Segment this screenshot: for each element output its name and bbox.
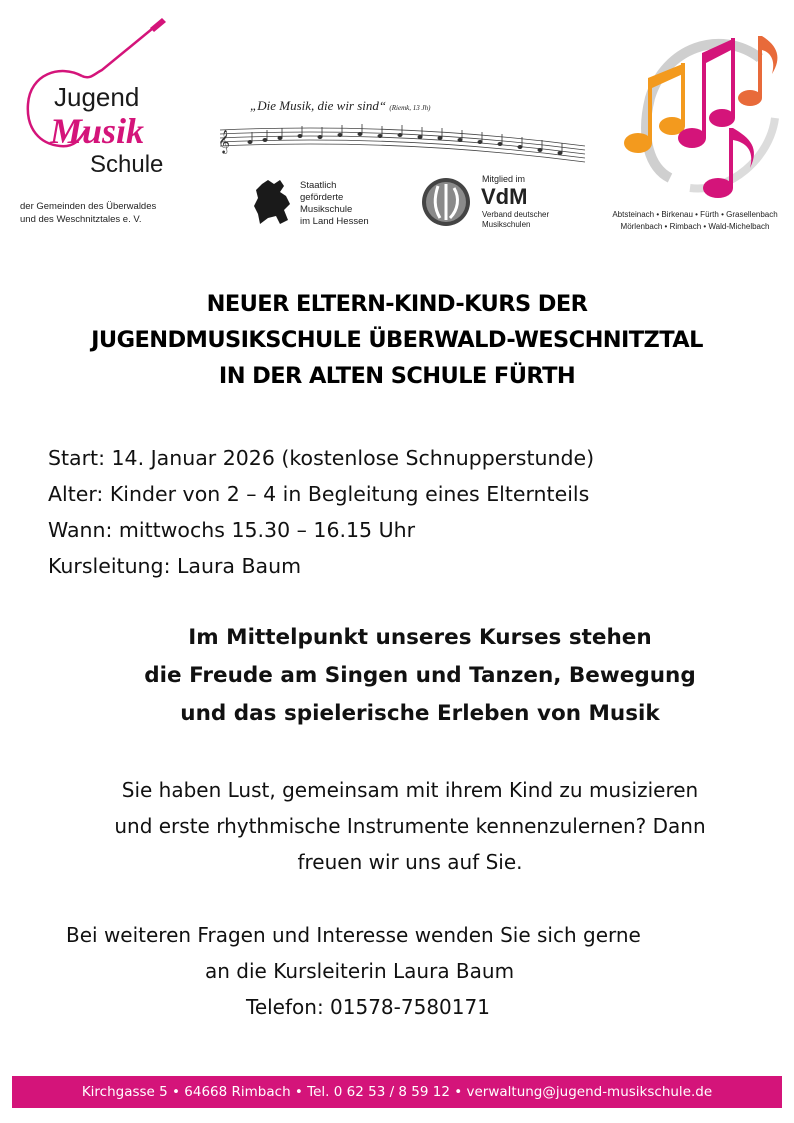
footer-address-bar: [12, 1076, 782, 1108]
logo-subtitle-line: und des Weschnitztales e. V.: [20, 214, 142, 225]
motto-source: (Riemk, 13 Jh): [389, 104, 431, 112]
footer-address: Kirchgasse 5 • 64668 Rimbach • Tel. 0 62 53 / 8 59 12 • verwaltung@jugend-musikschule.de: [81, 1084, 713, 1100]
page-title: [0, 286, 794, 394]
motto: [250, 98, 430, 114]
invite-line: freuen wir uns auf Sie.: [297, 850, 523, 874]
logo-text-schule: Schule: [90, 151, 164, 178]
contact-line: Bei weiteren Fragen und Interesse wenden Sie sich gerne: [66, 923, 641, 947]
towns-line: Abtsteinach • Birkenau • Fürth • Grasellenbach: [612, 210, 778, 219]
course-instructor: Kursleitung: Laura Baum: [48, 554, 302, 578]
focus-line: und das spielerische Erleben von Musik: [180, 701, 660, 726]
invitation-text: [20, 772, 794, 880]
vdm-sub-line: Musikschulen: [482, 220, 531, 229]
hessen-line: im Land Hessen: [300, 216, 369, 227]
motto-and-memberships: [205, 80, 595, 240]
vdm-sub-line: Verband deutscher: [482, 210, 550, 219]
hessen-funding-text: [300, 180, 369, 228]
course-start: Start: 14. Januar 2026 (kostenlose Schnupperstunde): [48, 446, 595, 470]
motto-text: „Die Musik, die wir sind“: [250, 98, 387, 113]
title-line: NEUER ELTERN-KIND-KURS DER: [206, 291, 588, 317]
vdm-logo-icon: [420, 176, 472, 228]
course-age: Alter: Kinder von 2 – 4 in Begleitung eines Elternteils: [48, 482, 590, 506]
title-line: JUGENDMUSIKSCHULE ÜBERWALD-WESCHNITZTAL: [91, 327, 703, 353]
music-staff-icon: [210, 120, 590, 170]
vdm-member-label: Mitglied im: [482, 174, 526, 184]
logo-text-musik: Musik: [50, 111, 145, 151]
svg-text:𝄞: 𝄞: [218, 129, 230, 153]
course-focus: [0, 619, 794, 733]
invite-line: und erste rhythmische Instrumente kennenzulernen? Dann: [114, 814, 706, 838]
hessen-line: Musikschule: [300, 204, 353, 215]
invite-line: Sie haben Lust, gemeinsam mit ihrem Kind zu musizieren: [121, 778, 699, 802]
contact-instructor: an die Kursleiterin Laura Baum: [205, 959, 515, 983]
logo-subtitle-line: der Gemeinden des Überwaldes: [20, 201, 157, 212]
vdm-subtitle: [482, 210, 549, 230]
focus-line: Im Mittelpunkt unseres Kurses stehen: [188, 625, 652, 650]
hessen-line: Staatlich: [300, 180, 337, 191]
vdm-name: VdM: [481, 184, 528, 209]
title-line: IN DER ALTEN SCHULE FÜRTH: [218, 363, 576, 389]
course-time: Wann: mittwochs 15.30 – 16.15 Uhr: [48, 518, 416, 542]
towns-line: Mörlenbach • Rimbach • Wald-Michelbach: [620, 222, 770, 231]
course-details: [48, 440, 768, 584]
logo-subtitle: [20, 200, 230, 226]
focus-line: die Freude am Singen und Tanzen, Bewegung: [144, 663, 696, 688]
member-towns: [600, 209, 790, 233]
jugendmusikschule-logo: [20, 14, 220, 229]
contact-phone: Telefon: 01578-7580171: [246, 995, 490, 1019]
hessen-lion-icon: [250, 176, 295, 228]
music-notes-logo: [600, 18, 790, 238]
logo-text-jugend: Jugend: [54, 82, 140, 112]
music-notes-icon: [610, 18, 785, 198]
hessen-line: geförderte: [300, 192, 344, 203]
contact-info: [0, 917, 794, 1025]
